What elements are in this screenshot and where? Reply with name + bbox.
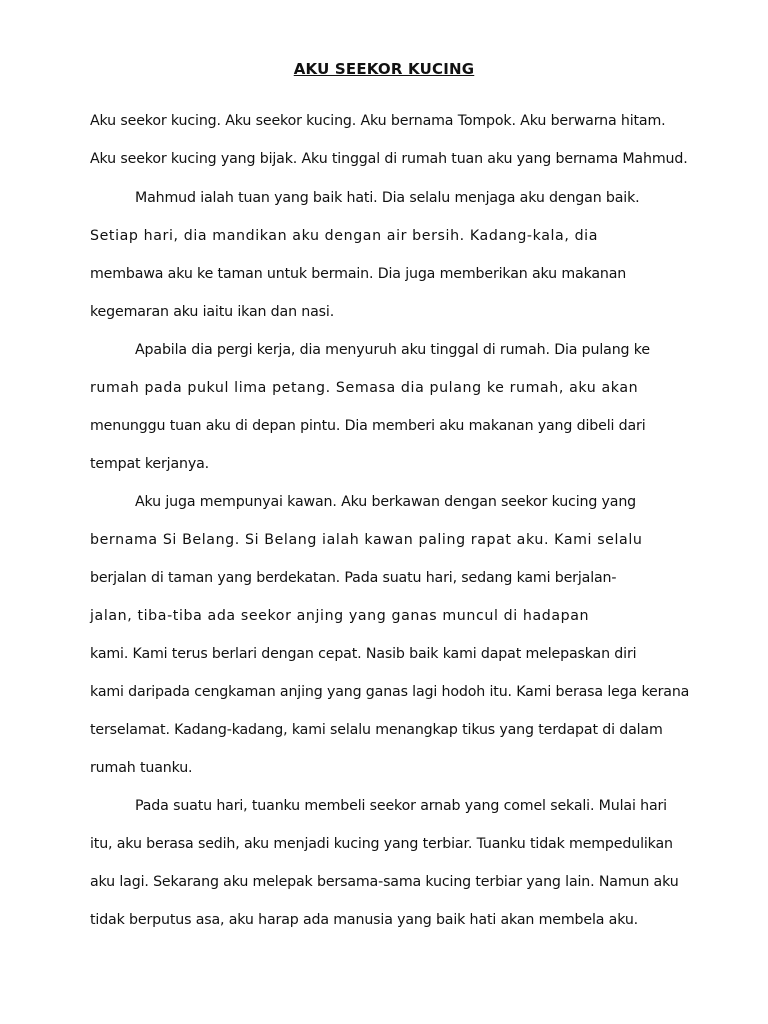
text-line: bernama Si Belang. Si Belang ialah kawan paling rapat aku. Kami selalu [90, 532, 643, 548]
text-line: tidak berputus asa, aku harap ada manusia yang baik hati akan membela aku. [90, 912, 639, 928]
paragraph-start-line: Aku juga mempunyai kawan. Aku berkawan dengan seekor kucing yang [135, 494, 637, 510]
text-line: Aku seekor kucing yang bijak. Aku tinggal di rumah tuan aku yang bernama Mahmud. [90, 151, 688, 167]
paragraph-start-line: Mahmud ialah tuan yang baik hati. Dia selalu menjaga aku dengan baik. [135, 190, 640, 206]
text-line: kami daripada cengkaman anjing yang ganas lagi hodoh itu. Kami berasa lega kerana [90, 684, 690, 700]
text-line: terselamat. Kadang-kadang, kami selalu menangkap tikus yang terdapat di dalam [90, 722, 663, 738]
text-line: membawa aku ke taman untuk bermain. Dia juga memberikan aku makanan [90, 266, 627, 282]
text-line: tempat kerjanya. [90, 456, 209, 472]
text-line: jalan, tiba-tiba ada seekor anjing yang ganas muncul di hadapan [90, 608, 590, 624]
document-title: AKU SEEKOR KUCING [293, 60, 475, 78]
text-line: itu, aku berasa sedih, aku menjadi kucing yang terbiar. Tuanku tidak mempedulikan [90, 836, 673, 852]
text-line: berjalan di taman yang berdekatan. Pada suatu hari, sedang kami berjalan- [90, 570, 617, 586]
paragraph-start-line: Apabila dia pergi kerja, dia menyuruh aku tinggal di rumah. Dia pulang ke [135, 342, 650, 358]
text-line: kami. Kami terus berlari dengan cepat. Nasib baik kami dapat melepaskan diri [90, 646, 637, 662]
text-line: kegemaran aku iaitu ikan dan nasi. [90, 304, 335, 320]
text-line: menunggu tuan aku di depan pintu. Dia memberi aku makanan yang dibeli dari [90, 418, 646, 434]
text-line: rumah tuanku. [90, 760, 193, 776]
text-line: rumah pada pukul lima petang. Semasa dia pulang ke rumah, aku akan [90, 380, 639, 396]
text-line: Aku seekor kucing. Aku seekor kucing. Aku bernama Tompok. Aku berwarna hitam. [90, 113, 666, 129]
paragraph-start-line: Pada suatu hari, tuanku membeli seekor arnab yang comel sekali. Mulai hari [135, 798, 667, 814]
text-line: aku lagi. Sekarang aku melepak bersama-sama kucing terbiar yang lain. Namun aku [90, 874, 679, 890]
text-line: Setiap hari, dia mandikan aku dengan air bersih. Kadang-kala, dia [90, 228, 599, 244]
